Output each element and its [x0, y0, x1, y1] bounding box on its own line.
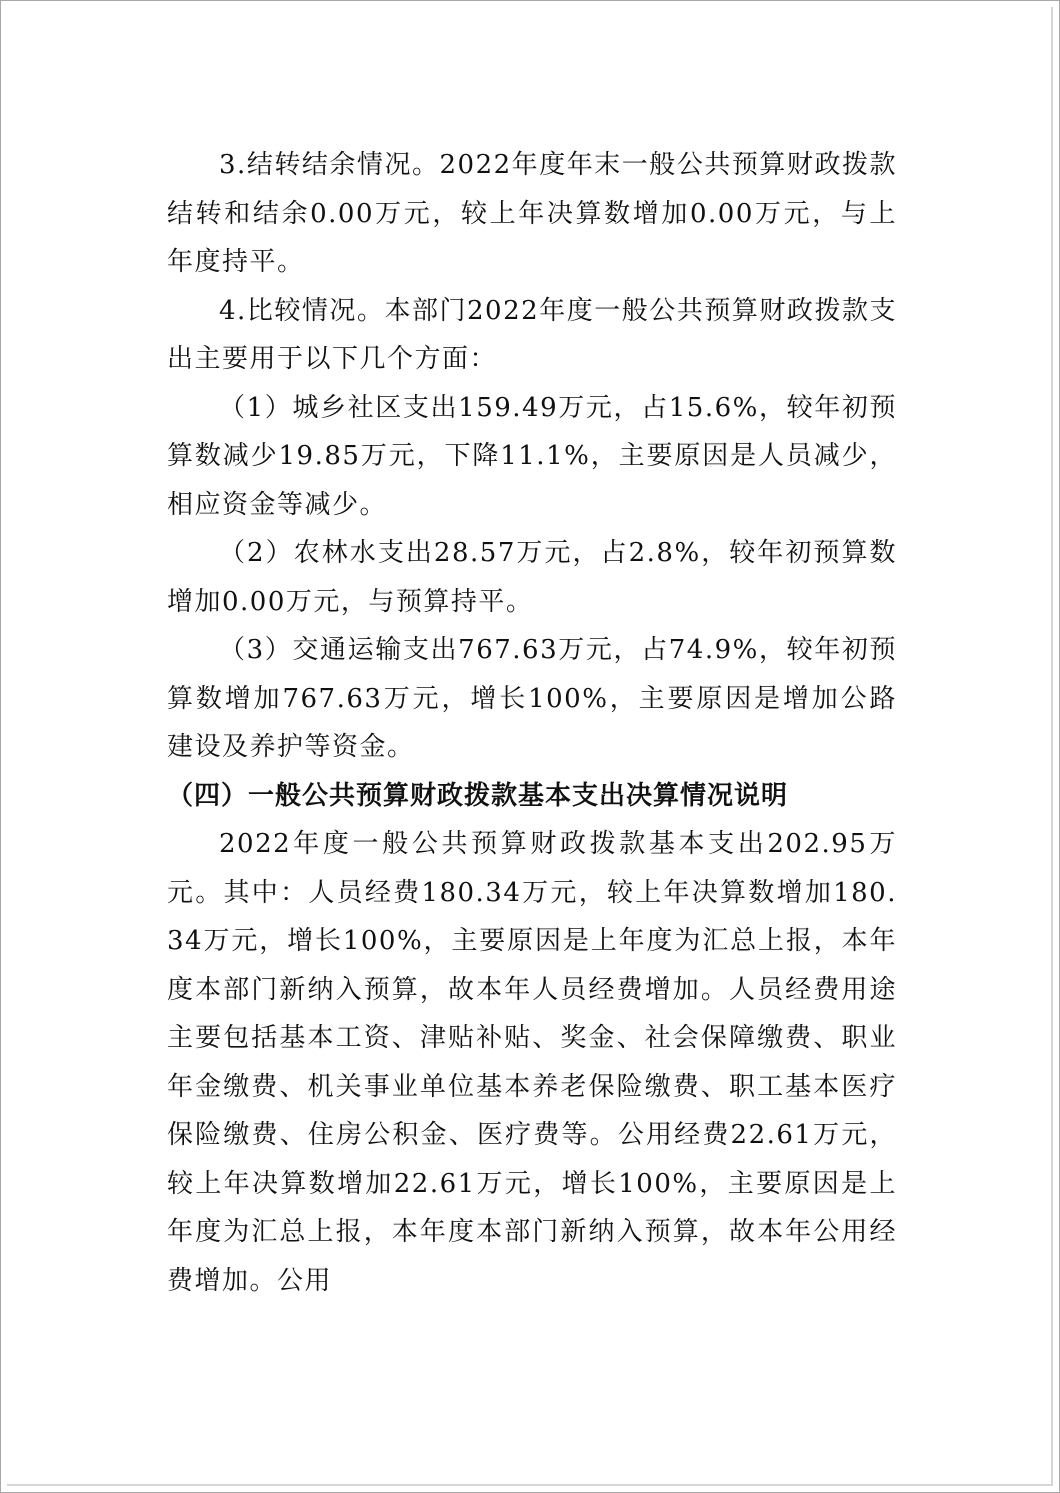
paragraph-transportation: （3）交通运输支出767.63万元，占74.9%，较年初预算数增加767.63万元，增长100%，主要原因是增加公路建设及养护等资金。	[167, 635, 897, 762]
paragraph-basic-expenditure: 2022年度一般公共预算财政拨款基本支出202.95万元。其中：人员经费180.34万元，较上年决算数增加180.34万元，增长100%，主要原因是上年度为汇总上报，本年度本部门新纳入预算，故本年人员经费增加。人员经费用途主要包括基本工资、津贴补贴、奖金、社会保障缴费、职业年金缴费、机关事业单位基本养老保险缴费、职工基本医疗保险缴费、住房公积金、医疗费等。公用经费22.61万元，较上年决算数增加22.61万元，增长100%，主要原因是上年度为汇总上报，本年度本部门新纳入预算，故本年公用经费增加。公用	[167, 829, 897, 1296]
document-body	[167, 141, 897, 1305]
paragraph-urban-rural-community: （1）城乡社区支出159.49万元，占15.6%，较年初预算数减少19.85万元，下降11.1%，主要原因是人员减少，相应资金等减少。	[167, 392, 897, 520]
paragraph-comparison: 4.比较情况。本部门2022年度一般公共预算财政拨款支出主要用于以下几个方面：	[167, 295, 897, 374]
paragraph-carryover-balance: 3.结转结余情况。2022年度年末一般公共预算财政拨款结转和结余0.00万元，较上年决算数增加0.00万元，与上年度持平。	[167, 150, 897, 277]
paragraph-agriculture-forestry-water: （2）农林水支出28.57万元，占2.8%，较年初预算数增加0.00万元，与预算持平。	[167, 538, 897, 617]
section-heading: （四）一般公共预算财政拨款基本支出决算情况说明	[167, 780, 789, 811]
